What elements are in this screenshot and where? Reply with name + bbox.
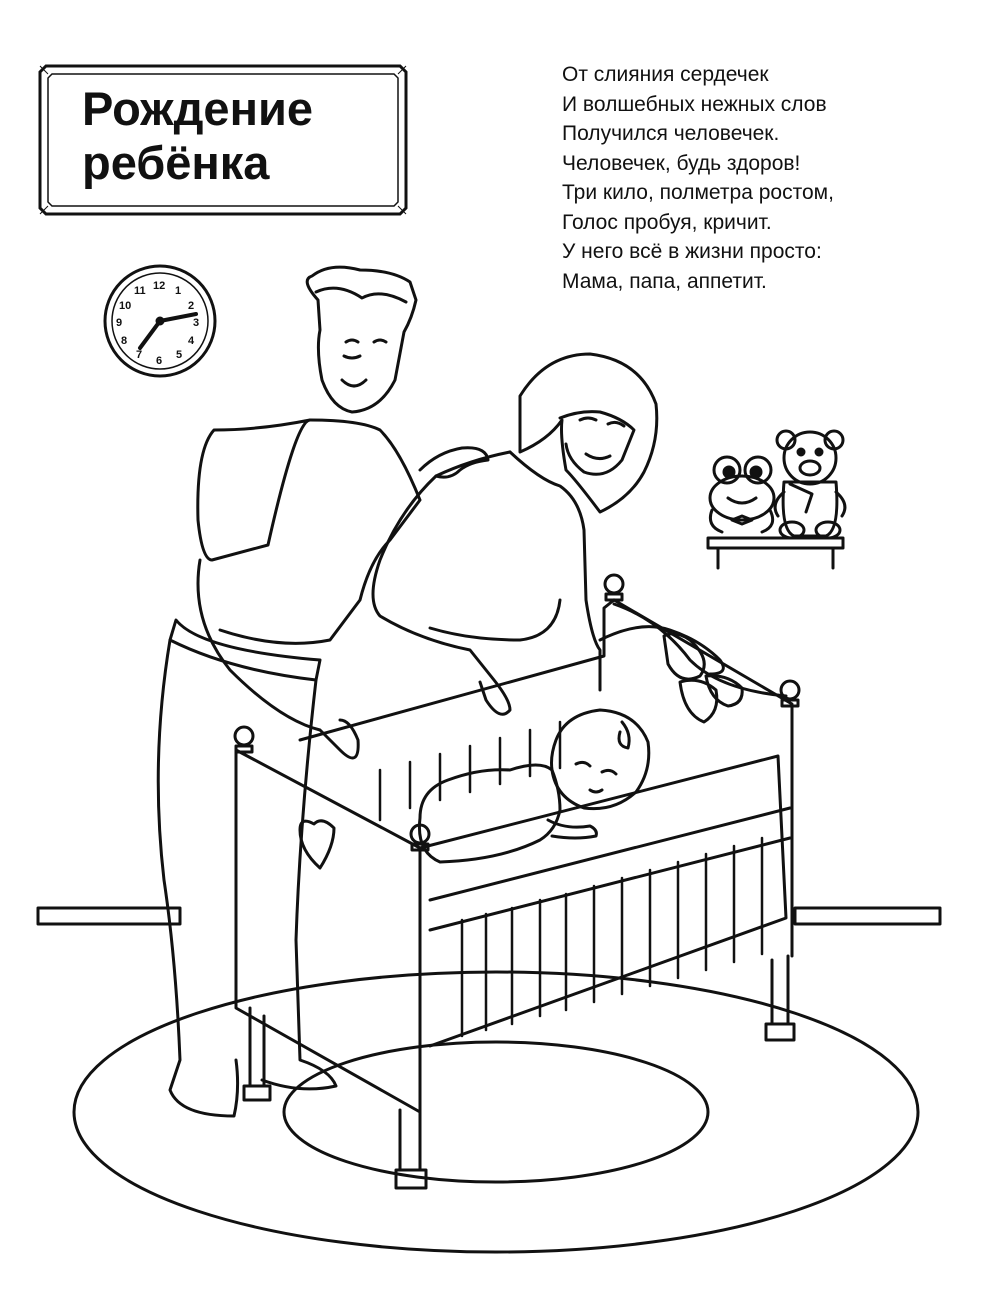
shelf	[708, 538, 843, 568]
clock-icon	[105, 266, 215, 376]
crib-mobile	[614, 604, 786, 722]
clock-number: 10	[119, 300, 132, 312]
poem-line: Человечек, будь здоров!	[562, 151, 801, 175]
poem-line: И волшебных нежных слов	[562, 92, 827, 116]
title-line-2: ребёнка	[82, 136, 270, 189]
clock-number: 4	[188, 335, 195, 347]
mother-figure	[373, 354, 723, 714]
clock-number: 11	[134, 285, 146, 297]
clock-number: 6	[156, 355, 163, 367]
father-figure	[158, 267, 488, 1116]
clock-number: 5	[176, 349, 183, 361]
title-line-1: Рождение	[82, 82, 313, 135]
clock-number: 2	[188, 300, 195, 312]
clock-number: 3	[193, 317, 200, 329]
poem-line: Голос пробуя, кричит.	[562, 210, 772, 234]
clock-number: 1	[175, 285, 182, 297]
poem-line: Три кило, полметра ростом,	[562, 181, 834, 204]
clock-number: 9	[116, 317, 123, 329]
frog-toy-icon	[710, 457, 774, 532]
poem-line: От слияния сердечек	[562, 63, 769, 86]
poem-line: Получился человечек.	[562, 122, 780, 145]
clock-number: 7	[136, 349, 143, 361]
poem-line: Мама, папа, аппетит.	[562, 269, 767, 293]
clock-number: 12	[153, 280, 166, 292]
poem-line: У него всё в жизни просто:	[562, 240, 822, 263]
clock-number: 8	[121, 335, 128, 347]
teddy-bear-icon	[775, 431, 845, 538]
